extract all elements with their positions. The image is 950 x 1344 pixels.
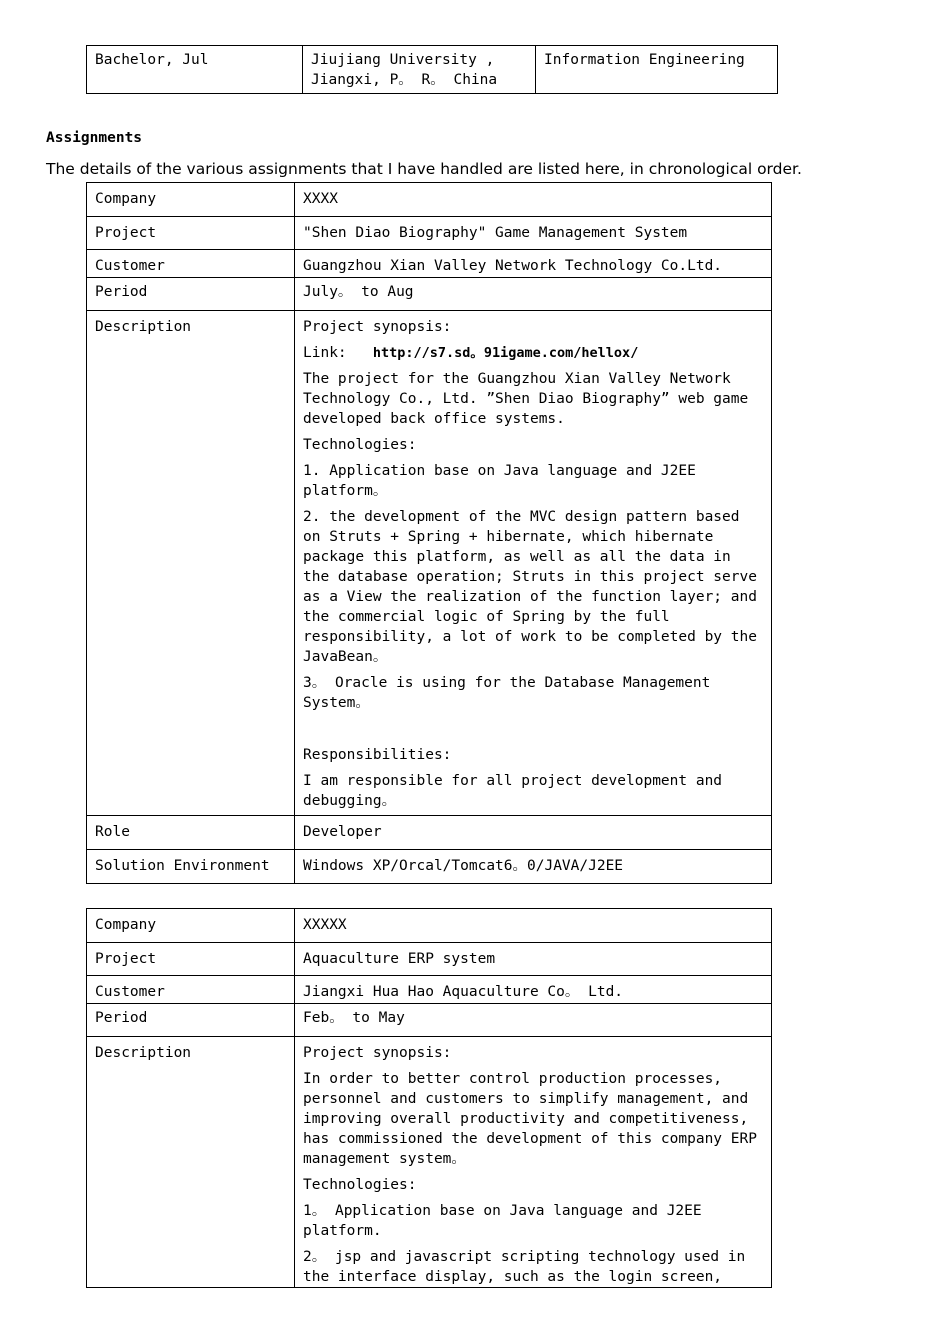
project-1-table bbox=[86, 182, 772, 884]
synopsis-text: In order to better control production processes, personnel and customers to simplify management, and improving overall productivity and competitiveness, has commissioned the development of this company ERP management system。 bbox=[303, 1071, 757, 1167]
major-cell: Information Engineering bbox=[536, 46, 778, 94]
period-value: July。 to Aug bbox=[295, 278, 772, 311]
technology-item-1: 1。 Application base on Java language and J2EE platform. bbox=[303, 1203, 702, 1239]
company-value: XXXXX bbox=[295, 909, 772, 943]
technology-item-2: 2。 jsp and javascript scripting technology used in the interface display, such as the login screen, bbox=[303, 1249, 746, 1285]
technology-item-3: 3。 Oracle is using for the Database Management System。 bbox=[303, 675, 711, 711]
table-row bbox=[87, 816, 772, 850]
project-value: Aquaculture ERP system bbox=[295, 943, 772, 976]
assignments-intro: The details of the various assignments that I have handled are listed here, in chronological order. bbox=[46, 160, 802, 178]
school-cell bbox=[303, 46, 536, 94]
technology-item-1: 1. Application base on Java language and J2EE platform。 bbox=[303, 463, 696, 499]
technologies-label: Technologies: bbox=[303, 437, 417, 453]
description-label: Description bbox=[87, 1037, 295, 1288]
environment-value: Windows XP/Orcal/Tomcat6。0/JAVA/J2EE bbox=[295, 850, 772, 884]
role-value: Developer bbox=[295, 816, 772, 850]
synopsis-text: The project for the Guangzhou Xian Valley Network Technology Co., Ltd. ”Shen Diao Biography” web game developed back office systems. bbox=[303, 371, 749, 427]
link-line bbox=[303, 343, 763, 363]
table-row bbox=[87, 943, 772, 976]
customer-value: Guangzhou Xian Valley Network Technology Co.Ltd. bbox=[295, 250, 772, 278]
period-value: Feb。 to May bbox=[295, 1004, 772, 1037]
project-label: Project bbox=[87, 217, 295, 250]
company-value: XXXX bbox=[295, 183, 772, 217]
spacer bbox=[303, 719, 763, 745]
table-row bbox=[87, 850, 772, 884]
responsibilities-text: I am responsible for all project development and debugging。 bbox=[303, 773, 723, 809]
description-label: Description bbox=[87, 311, 295, 816]
technologies-label: Technologies: bbox=[303, 1177, 417, 1193]
synopsis-label: Project synopsis: bbox=[303, 1045, 452, 1061]
description-value bbox=[295, 1037, 772, 1288]
link-label: Link: bbox=[303, 345, 347, 361]
period-label: Period bbox=[87, 278, 295, 311]
project-label: Project bbox=[87, 943, 295, 976]
table-row bbox=[87, 217, 772, 250]
school-line-2: Jiangxi, P。 R。 China bbox=[311, 72, 498, 88]
technology-item-2: 2. the development of the MVC design pattern based on Struts + Spring + hibernate, which hibernate package this platform, as well as all the data in the database operation; Struts in this project serve as a View the realization of the function layer; and the commercial logic of Spring by the full responsibility, a lot of work to be completed by the JavaBean。 bbox=[303, 509, 757, 665]
table-row bbox=[87, 278, 772, 311]
table-row bbox=[87, 1037, 772, 1288]
education-table bbox=[86, 45, 778, 94]
project-2-table bbox=[86, 908, 772, 1288]
customer-label: Customer bbox=[87, 976, 295, 1004]
table-row bbox=[87, 909, 772, 943]
table-row bbox=[87, 311, 772, 816]
synopsis-label: Project synopsis: bbox=[303, 319, 452, 335]
description-value bbox=[295, 311, 772, 816]
customer-value: Jiangxi Hua Hao Aquaculture Co。 Ltd. bbox=[295, 976, 772, 1004]
assignments-heading: Assignments bbox=[46, 130, 143, 146]
customer-label: Customer bbox=[87, 250, 295, 278]
table-row bbox=[87, 976, 772, 1004]
environment-label: Solution Environment bbox=[87, 850, 295, 884]
table-row bbox=[87, 250, 772, 278]
role-label: Role bbox=[87, 816, 295, 850]
project-link[interactable]: http://s7.sd。91igame.com/hellox/ bbox=[372, 345, 639, 361]
company-label: Company bbox=[87, 909, 295, 943]
company-label: Company bbox=[87, 183, 295, 217]
period-label: Period bbox=[87, 1004, 295, 1037]
degree-cell: Bachelor, Jul bbox=[87, 46, 303, 94]
responsibilities-label: Responsibilities: bbox=[303, 747, 452, 763]
school-line-1: Jiujiang University , bbox=[311, 52, 495, 68]
education-row bbox=[87, 46, 778, 94]
project-value: "Shen Diao Biography" Game Management System bbox=[295, 217, 772, 250]
table-row bbox=[87, 183, 772, 217]
table-row bbox=[87, 1004, 772, 1037]
